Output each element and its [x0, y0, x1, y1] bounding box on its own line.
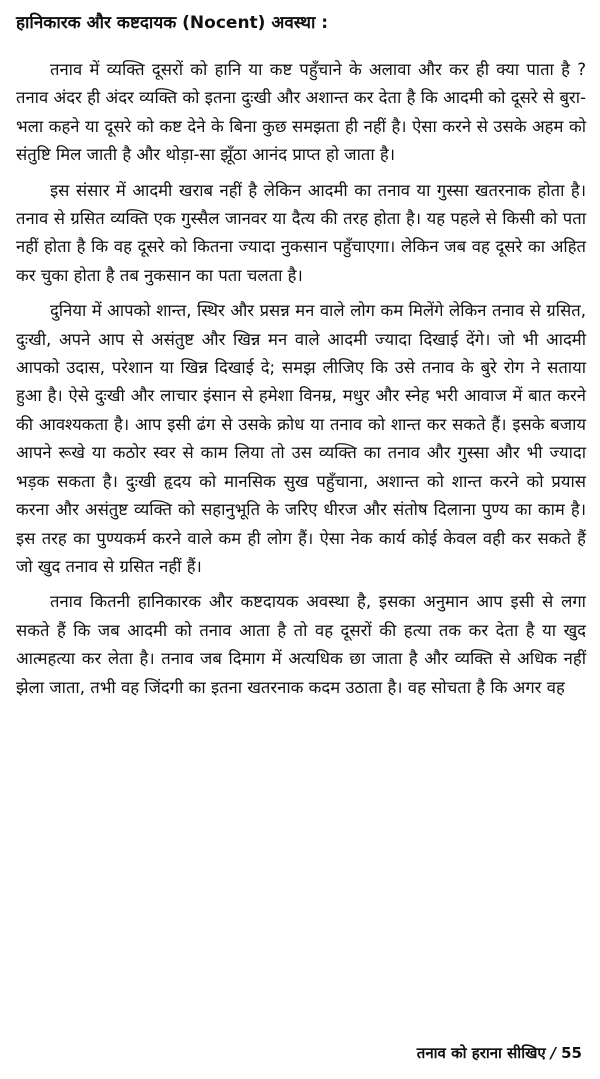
- book-title: तनाव को हराना सीखिए: [416, 1044, 546, 1062]
- paragraph-3: दुनिया में आपको शान्त, स्थिर और प्रसन्न मन वाले लोग कम मिलेंगे लेकिन तनाव से ग्रसित, दुःखी, अपने आप से असंतुष्ट और खिन्न मन वाले आदमी ज्यादा दिखाई देंगे। जो भी आदमी आपको उदास, परेशान या खिन्न दिखाई दे; समझ लीजिए कि उसे तनाव के बुरे रोग ने सताया हुआ है। ऐसे दुःखी और लाचार इंसान से हमेशा विनम्र, मधुर और स्नेह भरी आवाज में बात करने की आवश्यकता है। आप इसी ढंग से उसके क्रोध या तनाव को शान्त कर सकते हैं। इसके बजाय आपने रूखे या कठोर स्वर से काम लिया तो उस व्यक्ति का तनाव और गुस्सा और भी ज्यादा भड़क सकता है। दुःखी हृदय को मानसिक सुख पहुँचाना, अशान्त को शान्त करने को प्रयास करना और असंतुष्ट व्यक्ति को सहानुभूति के जरिए धीरज और संतोष दिलाना पुण्य का काम है। इस तरह का पुण्यकर्म करने वाले कम ही लोग हैं। ऐसा नेक कार्य कोई केवल वही कर सकते हैं जो खुद तनाव से ग्रसित नहीं हैं।: [16, 301, 586, 576]
- section-heading: हानिकारक और कष्टदायक (Nocent) अवस्था :: [16, 13, 329, 33]
- page-footer: [417, 1043, 582, 1063]
- paragraph-4: तनाव कितनी हानिकारक और कष्टदायक अवस्था है, इसका अनुमान आप इसी से लगा सकते हैं कि जब आदमी को तनाव आता है तो वह दूसरों की हत्या तक कर देता है या खुद आत्महत्या कर लेता है। तनाव जब दिमाग में अत्यधिक छा जाता है और व्यक्ति से अधिक नहीं झेला जाता, तभी वह जिंदगी का इतना खतरनाक कदम उठाता है। वह सोचता है कि अगर वह: [16, 592, 586, 697]
- paragraph-2: इस संसार में आदमी खराब नहीं है लेकिन आदमी का तनाव या गुस्सा खतरनाक होता है। तनाव से ग्रसित व्यक्ति एक गुस्सैल जानवर या दैत्य की तरह होता है। यह पहले से किसी को पता नहीं होता है कि वह दूसरे को कितना ज्यादा नुकसान पहुँचाएगा। लेकिन जब वह दूसरे का अहित कर चुका होता है तब नुकसान का पता चलता है।: [16, 180, 586, 285]
- footer-separator: /: [550, 1044, 557, 1062]
- paragraph-1: तनाव में व्यक्ति दूसरों को हानि या कष्ट पहुँचाने के अलावा और कर ही क्या पाता है ? तनाव अंदर ही अंदर व्यक्ति को इतना दुःखी और अशान्त कर देता है कि आदमी को दूसरे से बुरा-भला कहने या दूसरे को कष्ट देने के बिना कुछ समझता ही नहीं है। ऐसा करने से उसके अहम को संतुष्टि मिल जाती है और थोड़ा-सा झूँठा आनंद प्राप्त हो जाता है।: [16, 60, 586, 165]
- page-number: 55: [561, 1044, 582, 1062]
